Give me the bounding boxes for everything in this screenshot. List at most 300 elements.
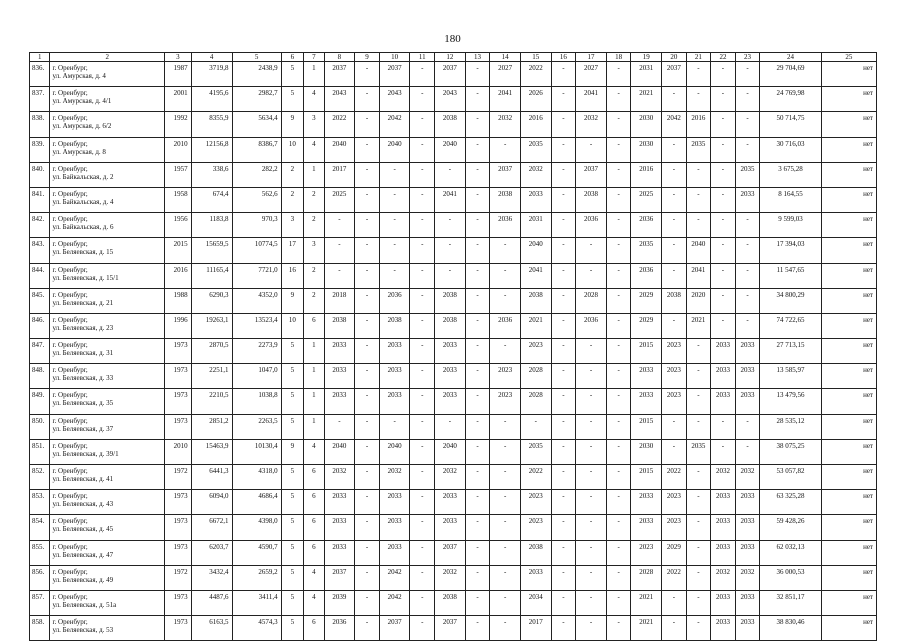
table-cell: 1038,8: [232, 389, 281, 414]
table-cell: 1996: [165, 313, 192, 338]
table-row: [30, 490, 877, 515]
table-row: [30, 62, 877, 87]
table-cell: -: [576, 414, 607, 439]
column-number: 8: [324, 53, 355, 62]
column-number-row: [30, 53, 877, 62]
table-cell: -: [520, 414, 551, 439]
table-cell: 2: [281, 187, 304, 212]
table-cell: 2041: [686, 263, 711, 288]
table-cell: -: [606, 414, 631, 439]
table-cell: нет: [821, 62, 876, 87]
table-cell: -: [379, 263, 410, 288]
column-number: 4: [191, 53, 232, 62]
table-cell: -: [410, 490, 435, 515]
table-cell: 27 713,15: [760, 339, 821, 364]
address-cell: [50, 213, 165, 238]
table-cell: 847.: [30, 339, 50, 364]
address-line: г. Оренбург,: [52, 492, 88, 501]
table-cell: 2026: [520, 87, 551, 112]
table-cell: 2042: [379, 565, 410, 590]
table-cell: 2038: [435, 590, 466, 615]
table-cell: 16: [281, 263, 304, 288]
table-cell: 10: [281, 313, 304, 338]
table-cell: -: [465, 540, 490, 565]
table-cell: 2035: [686, 439, 711, 464]
table-row: [30, 515, 877, 540]
table-cell: 845.: [30, 288, 50, 313]
table-cell: нет: [821, 414, 876, 439]
address-line: ул. Амурская, д. 8: [52, 147, 106, 156]
table-cell: -: [355, 263, 380, 288]
table-cell: -: [711, 238, 736, 263]
address-cell: [50, 187, 165, 212]
table-cell: -: [662, 414, 687, 439]
table-cell: -: [410, 313, 435, 338]
table-cell: 2210,5: [191, 389, 232, 414]
table-cell: -: [686, 87, 711, 112]
table-cell: -: [355, 112, 380, 137]
table-cell: -: [490, 616, 521, 641]
address-line: ул. Беляевская, д. 43: [52, 500, 114, 509]
table-cell: 2038: [324, 313, 355, 338]
table-cell: 2018: [324, 288, 355, 313]
table-cell: -: [465, 62, 490, 87]
table-cell: -: [355, 364, 380, 389]
table-cell: 2033: [520, 565, 551, 590]
column-number: 21: [686, 53, 711, 62]
table-cell: -: [606, 490, 631, 515]
table-cell: -: [355, 590, 380, 615]
table-cell: 2040: [686, 238, 711, 263]
table-cell: 2041: [576, 87, 607, 112]
table-cell: -: [355, 616, 380, 641]
table-cell: 2032: [435, 565, 466, 590]
table-cell: -: [576, 590, 607, 615]
table-cell: 74 722,65: [760, 313, 821, 338]
address-cell: [50, 62, 165, 87]
table-cell: -: [735, 439, 760, 464]
table-cell: 2017: [520, 616, 551, 641]
table-cell: 2032: [520, 162, 551, 187]
table-cell: 2033: [711, 540, 736, 565]
table-cell: 844.: [30, 263, 50, 288]
table-cell: 2273,9: [232, 339, 281, 364]
table-cell: 38 075,25: [760, 439, 821, 464]
table-cell: 3: [281, 213, 304, 238]
table-cell: 6: [304, 465, 324, 490]
table-cell: 9 599,03: [760, 213, 821, 238]
table-cell: -: [410, 339, 435, 364]
table-cell: 30 716,03: [760, 137, 821, 162]
column-number: 16: [551, 53, 576, 62]
table-cell: -: [551, 439, 576, 464]
table-cell: нет: [821, 439, 876, 464]
table-cell: -: [735, 288, 760, 313]
table-cell: 2038: [435, 112, 466, 137]
table-cell: -: [606, 87, 631, 112]
table-cell: 4195,6: [191, 87, 232, 112]
address-cell: [50, 112, 165, 137]
table-cell: 2038: [520, 288, 551, 313]
table-cell: -: [606, 137, 631, 162]
table-cell: -: [662, 213, 687, 238]
table-cell: -: [465, 515, 490, 540]
table-cell: -: [410, 137, 435, 162]
table-cell: нет: [821, 339, 876, 364]
table-cell: -: [686, 213, 711, 238]
table-cell: -: [435, 162, 466, 187]
table-row: [30, 590, 877, 615]
table-cell: 2040: [324, 137, 355, 162]
address-line: г. Оренбург,: [52, 240, 88, 249]
column-number: 11: [410, 53, 435, 62]
table-cell: -: [735, 87, 760, 112]
table-cell: -: [355, 238, 380, 263]
table-cell: -: [735, 112, 760, 137]
address-cell: [50, 364, 165, 389]
table-cell: 2036: [324, 616, 355, 641]
table-cell: 13523,4: [232, 313, 281, 338]
address-line: ул. Амурская, д. 4: [52, 72, 106, 80]
address-line: г. Оренбург,: [52, 215, 88, 224]
table-cell: -: [576, 137, 607, 162]
table-cell: 6: [304, 616, 324, 641]
table-cell: -: [490, 465, 521, 490]
table-cell: 2023: [490, 389, 521, 414]
table-cell: 2033: [520, 187, 551, 212]
table-cell: -: [606, 213, 631, 238]
table-cell: 4574,3: [232, 616, 281, 641]
table-cell: 2036: [379, 288, 410, 313]
table-cell: 2017: [324, 162, 355, 187]
address-line: ул. Беляевская, д. 37: [52, 424, 114, 433]
table-cell: 1957: [165, 162, 192, 187]
table-cell: 857.: [30, 590, 50, 615]
table-cell: -: [662, 87, 687, 112]
table-cell: -: [410, 515, 435, 540]
table-cell: -: [355, 213, 380, 238]
column-number: 13: [465, 53, 490, 62]
table-cell: 15659,5: [191, 238, 232, 263]
table-cell: -: [410, 465, 435, 490]
table-cell: 854.: [30, 515, 50, 540]
table-cell: -: [465, 313, 490, 338]
table-cell: -: [686, 187, 711, 212]
table-cell: 2032: [711, 465, 736, 490]
address-line: ул. Беляевская, д. 49: [52, 575, 114, 584]
table-cell: 2037: [324, 565, 355, 590]
table-cell: 2025: [631, 187, 662, 212]
table-cell: -: [606, 62, 631, 87]
table-cell: 2016: [631, 162, 662, 187]
table-cell: 2021: [520, 313, 551, 338]
table-cell: -: [686, 465, 711, 490]
table-cell: 2037: [435, 616, 466, 641]
table-cell: нет: [821, 137, 876, 162]
address-line: г. Оренбург,: [52, 542, 88, 551]
column-number: 3: [165, 53, 192, 62]
table-cell: 3: [304, 238, 324, 263]
table-cell: 17: [281, 238, 304, 263]
table-cell: 2015: [165, 238, 192, 263]
table-cell: 1973: [165, 414, 192, 439]
table-cell: -: [686, 414, 711, 439]
table-cell: -: [465, 339, 490, 364]
table-cell: -: [355, 490, 380, 515]
table-cell: -: [606, 364, 631, 389]
table-cell: 2035: [520, 137, 551, 162]
table-cell: 53 057,82: [760, 465, 821, 490]
table-cell: 2034: [520, 590, 551, 615]
table-cell: 2023: [520, 339, 551, 364]
table-cell: -: [379, 213, 410, 238]
table-cell: -: [551, 213, 576, 238]
table-cell: 2: [304, 187, 324, 212]
address-line: ул. Беляевская, д. 31: [52, 349, 114, 358]
table-cell: 6441,3: [191, 465, 232, 490]
table-cell: 3719,8: [191, 62, 232, 87]
table-cell: 2035: [631, 238, 662, 263]
table-cell: 2: [281, 162, 304, 187]
table-cell: 7721,0: [232, 263, 281, 288]
column-number: 23: [735, 53, 760, 62]
table-row: [30, 313, 877, 338]
table-cell: 5: [281, 565, 304, 590]
table-cell: 2037: [576, 162, 607, 187]
table-cell: -: [410, 616, 435, 641]
table-cell: 840.: [30, 162, 50, 187]
table-cell: -: [662, 238, 687, 263]
table-cell: 5: [281, 590, 304, 615]
table-cell: 11 547,65: [760, 263, 821, 288]
table-cell: -: [662, 439, 687, 464]
address-line: г. Оренбург,: [52, 290, 88, 299]
table-cell: -: [606, 616, 631, 641]
table-cell: -: [551, 515, 576, 540]
address-line: г. Оренбург,: [52, 416, 88, 425]
table-cell: 970,3: [232, 213, 281, 238]
table-cell: 13 479,56: [760, 389, 821, 414]
table-cell: 1973: [165, 515, 192, 540]
table-cell: 836.: [30, 62, 50, 87]
address-cell: [50, 414, 165, 439]
table-cell: 1973: [165, 590, 192, 615]
table-cell: 1973: [165, 490, 192, 515]
table-cell: 5: [281, 540, 304, 565]
address-cell: [50, 339, 165, 364]
address-line: г. Оренбург,: [52, 467, 88, 475]
table-cell: -: [551, 565, 576, 590]
table-row: [30, 112, 877, 137]
table-cell: 2016: [165, 263, 192, 288]
table-cell: 2038: [490, 187, 521, 212]
table-cell: 1992: [165, 112, 192, 137]
table-cell: 2251,1: [191, 364, 232, 389]
column-number: 20: [662, 53, 687, 62]
table-cell: -: [686, 364, 711, 389]
table-cell: -: [490, 515, 521, 540]
table-cell: 50 714,75: [760, 112, 821, 137]
table-cell: 2033: [631, 389, 662, 414]
table-cell: 6: [304, 313, 324, 338]
column-number: 14: [490, 53, 521, 62]
table-cell: 8355,9: [191, 112, 232, 137]
column-number: 9: [355, 53, 380, 62]
table-cell: -: [576, 465, 607, 490]
table-cell: -: [576, 339, 607, 364]
table-cell: -: [606, 288, 631, 313]
table-cell: 2028: [576, 288, 607, 313]
table-cell: 2001: [165, 87, 192, 112]
table-row: [30, 414, 877, 439]
table-cell: 2033: [435, 490, 466, 515]
table-cell: 1: [304, 62, 324, 87]
table-cell: 2028: [520, 364, 551, 389]
table-cell: -: [551, 263, 576, 288]
table-cell: -: [551, 87, 576, 112]
table-cell: 5: [281, 62, 304, 87]
table-cell: 2037: [490, 162, 521, 187]
address-cell: [50, 137, 165, 162]
table-cell: -: [379, 238, 410, 263]
address-line: ул. Беляевская, д. 39/1: [52, 449, 119, 458]
table-cell: 2033: [711, 590, 736, 615]
table-cell: -: [410, 62, 435, 87]
table-cell: -: [355, 137, 380, 162]
table-cell: -: [686, 616, 711, 641]
table-cell: 2023: [662, 364, 687, 389]
table-cell: 2036: [490, 213, 521, 238]
table-cell: нет: [821, 187, 876, 212]
table-cell: 851.: [30, 439, 50, 464]
address-line: г. Оренбург,: [52, 592, 88, 601]
table-cell: 2021: [631, 87, 662, 112]
table-cell: -: [490, 490, 521, 515]
table-cell: -: [686, 515, 711, 540]
table-cell: 1987: [165, 62, 192, 87]
table-cell: -: [606, 238, 631, 263]
table-cell: 2041: [520, 263, 551, 288]
table-cell: -: [551, 414, 576, 439]
table-cell: -: [355, 62, 380, 87]
table-cell: 2037: [435, 540, 466, 565]
table-cell: 2020: [686, 288, 711, 313]
table-cell: 5: [281, 389, 304, 414]
table-cell: 1973: [165, 364, 192, 389]
table-cell: 6: [304, 490, 324, 515]
table-cell: -: [711, 263, 736, 288]
table-cell: -: [606, 590, 631, 615]
table-cell: 2023: [662, 339, 687, 364]
table-cell: 15463,9: [191, 439, 232, 464]
table-cell: -: [465, 162, 490, 187]
table-cell: 5: [281, 364, 304, 389]
table-cell: -: [606, 187, 631, 212]
table-cell: -: [576, 263, 607, 288]
table-cell: 858.: [30, 616, 50, 641]
table-cell: 9: [281, 439, 304, 464]
table-cell: 2042: [662, 112, 687, 137]
table-cell: 2016: [686, 112, 711, 137]
table-cell: 2032: [735, 565, 760, 590]
table-cell: 1973: [165, 540, 192, 565]
table-cell: -: [686, 389, 711, 414]
table-cell: 6203,7: [191, 540, 232, 565]
address-line: г. Оренбург,: [52, 89, 88, 98]
table-cell: -: [410, 439, 435, 464]
table-cell: 2033: [379, 490, 410, 515]
address-line: г. Оренбург,: [52, 315, 88, 324]
table-cell: 2033: [711, 616, 736, 641]
table-cell: 2043: [324, 87, 355, 112]
table-cell: -: [606, 389, 631, 414]
table-cell: 2038: [379, 313, 410, 338]
table-row: [30, 465, 877, 490]
table-cell: -: [606, 313, 631, 338]
table-cell: -: [551, 238, 576, 263]
table-cell: 2: [304, 288, 324, 313]
table-cell: -: [490, 288, 521, 313]
table-cell: 2031: [520, 213, 551, 238]
column-number: 17: [576, 53, 607, 62]
table-cell: -: [735, 62, 760, 87]
table-cell: 2015: [631, 339, 662, 364]
table-cell: -: [606, 515, 631, 540]
address-line: г. Оренбург,: [52, 64, 88, 72]
column-number: 19: [631, 53, 662, 62]
address-line: ул. Беляевская, д. 33: [52, 374, 114, 383]
address-line: ул. Беляевская, д. 15/1: [52, 273, 119, 282]
table-cell: -: [435, 414, 466, 439]
address-line: ул. Байкальская, д. 4: [52, 197, 114, 206]
table-cell: 2033: [735, 389, 760, 414]
table-cell: 6290,3: [191, 288, 232, 313]
table-cell: -: [355, 313, 380, 338]
table-cell: 2021: [686, 313, 711, 338]
address-cell: [50, 238, 165, 263]
table-cell: -: [465, 288, 490, 313]
table-cell: 6094,0: [191, 490, 232, 515]
table-cell: -: [490, 414, 521, 439]
table-row: [30, 263, 877, 288]
table-cell: -: [576, 364, 607, 389]
table-cell: 846.: [30, 313, 50, 338]
table-cell: 2033: [735, 339, 760, 364]
address-line: г. Оренбург,: [52, 189, 88, 198]
table-row: [30, 137, 877, 162]
address-cell: [50, 389, 165, 414]
table-cell: -: [711, 112, 736, 137]
table-cell: 2038: [435, 313, 466, 338]
table-cell: -: [606, 339, 631, 364]
table-cell: нет: [821, 364, 876, 389]
table-cell: 2029: [631, 313, 662, 338]
table-cell: 2033: [379, 339, 410, 364]
table-cell: 839.: [30, 137, 50, 162]
table-cell: 2033: [435, 389, 466, 414]
table-cell: -: [490, 339, 521, 364]
table-cell: -: [735, 263, 760, 288]
column-number: 15: [520, 53, 551, 62]
table-cell: 2032: [490, 112, 521, 137]
table-cell: нет: [821, 263, 876, 288]
table-cell: -: [686, 162, 711, 187]
table-cell: 3: [304, 112, 324, 137]
table-cell: -: [711, 439, 736, 464]
table-cell: -: [686, 540, 711, 565]
table-cell: 2030: [631, 439, 662, 464]
table-cell: 2033: [379, 364, 410, 389]
